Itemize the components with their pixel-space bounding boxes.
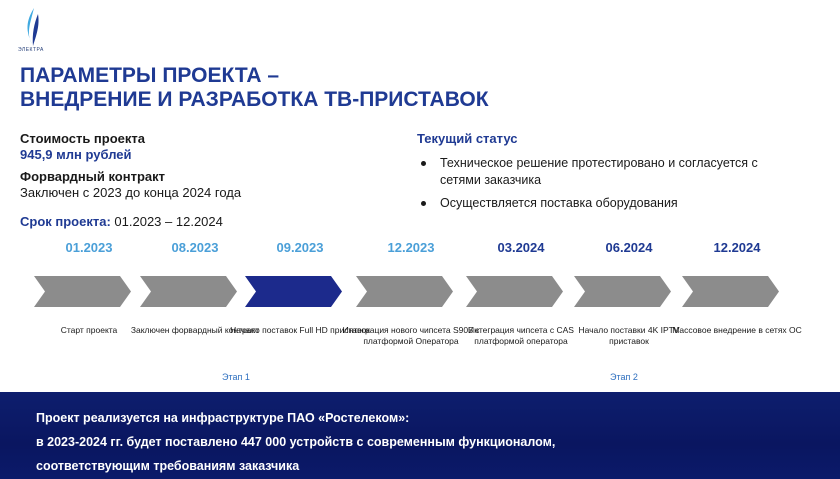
current-status: [417, 131, 797, 218]
banner-line-2: в 2023-2024 гг. будет поставлено 447 000 устройств с современным функционалом,: [36, 435, 556, 449]
step-date: 08.2023: [171, 240, 219, 255]
timeline-step: [466, 240, 576, 346]
cost-value: 945,9 млн рублей: [20, 147, 132, 162]
term-value: 01.2023 – 12.2024: [114, 214, 223, 229]
title-line-1: ПАРАМЕТРЫ ПРОЕКТА –: [20, 64, 280, 87]
timeline-step: [672, 240, 802, 335]
step-date: 03.2024: [497, 240, 545, 255]
chevron-arrow-icon: [245, 276, 342, 307]
project-timeline: [0, 240, 840, 380]
step-date: 12.2024: [713, 240, 761, 255]
timeline-step: [574, 240, 684, 346]
logo-text: ЭЛЕКТРА: [18, 47, 44, 53]
step-date: 06.2024: [605, 240, 653, 255]
status-item: Техническое решение протестировано и согласуется с сетями заказчика: [417, 155, 797, 189]
page-title: [20, 64, 489, 112]
project-parameters: [20, 131, 360, 201]
timeline-step: [130, 240, 260, 335]
stage-2-label: Этап 2: [610, 372, 638, 382]
chevron-arrow-icon: [356, 276, 453, 307]
cost-label: Стоимость проекта: [20, 131, 145, 146]
status-heading: Текущий статус: [417, 131, 518, 146]
banner-line-3: соответствующим требованиям заказчика: [36, 459, 300, 473]
timeline-step: [342, 240, 480, 346]
contract-value: Заключен с 2023 до конца 2024 года: [20, 185, 242, 200]
step-description: Начало поставок Full HD приставок: [230, 325, 370, 335]
project-term: [20, 214, 223, 230]
chevron-arrow-icon: [140, 276, 237, 307]
contract-label: Форвардный контракт: [20, 169, 165, 184]
banner-line-1: Проект реализуется на инфраструктуре ПАО «Ростелеком»:: [36, 411, 410, 425]
step-description: Начало поставки 4K IPTV приставок: [578, 325, 680, 346]
bullet-icon: [421, 161, 426, 166]
stage-1-label: Этап 1: [222, 372, 250, 382]
chevron-arrow-icon: [34, 276, 131, 307]
step-description: Старт проекта: [60, 325, 118, 335]
timeline-step: [34, 240, 144, 335]
step-description: Заключен форвардный контракт: [130, 325, 260, 335]
chevron-arrow-icon: [682, 276, 779, 307]
step-date: 01.2023: [65, 240, 113, 255]
status-item: Осуществляется поставка оборудования: [417, 195, 797, 212]
step-description: Массовое внедрение в сетях ОС: [672, 325, 802, 335]
status-list: [417, 155, 797, 212]
step-date: 09.2023: [276, 240, 324, 255]
title-line-2: ВНЕДРЕНИЕ И РАЗРАБОТКА ТВ-ПРИСТАВОК: [20, 88, 489, 111]
step-date: 12.2023: [387, 240, 435, 255]
timeline-step: [230, 240, 370, 335]
step-description: Интеграция нового чипсета S905 с платформой Оператора: [342, 325, 480, 346]
chevron-arrow-icon: [466, 276, 563, 307]
step-description: Интеграция чипсета с CAS платформой оператора: [468, 325, 574, 346]
term-label: Срок проекта:: [20, 214, 111, 229]
bullet-icon: [421, 201, 426, 206]
chevron-arrow-icon: [574, 276, 671, 307]
summary-banner: [0, 392, 840, 479]
